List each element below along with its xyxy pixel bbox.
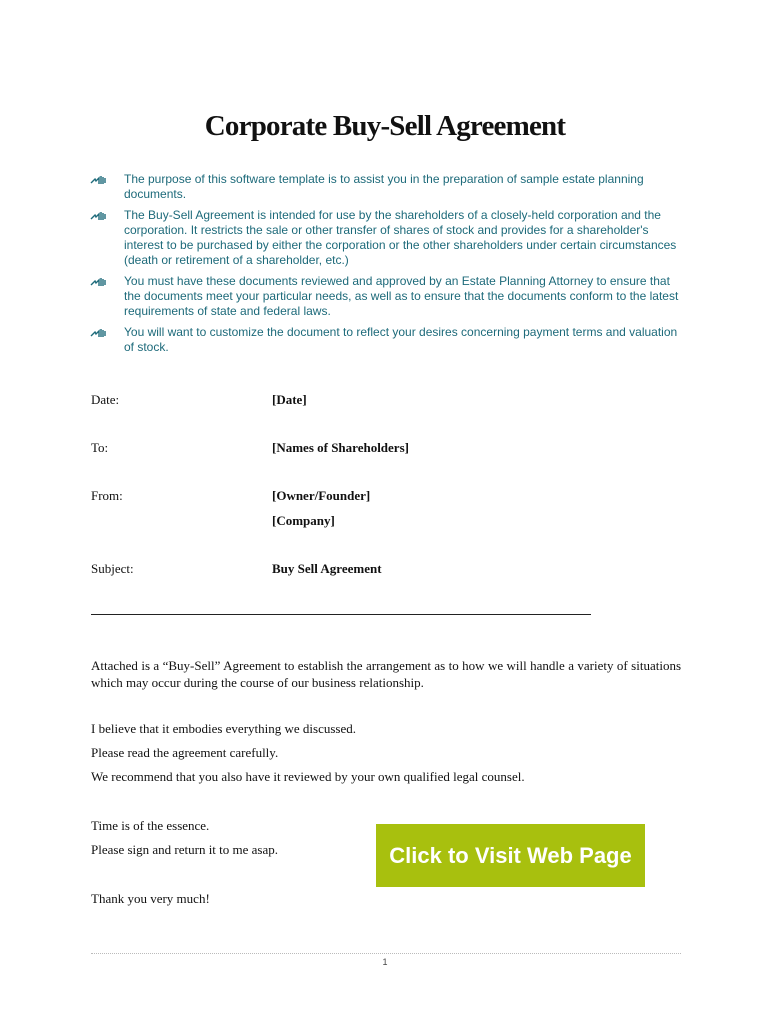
from-company-value: [Company]: [272, 513, 335, 528]
from-owner-value: [Owner/Founder]: [272, 488, 371, 503]
body-line: I believe that it embodies everything we discussed.: [91, 721, 356, 736]
page-number: 1: [382, 957, 388, 967]
list-item: [90, 172, 680, 202]
list-item-text: The Buy-Sell Agreement is intended for use by the shareholders of a closely-held corporation and the corporation. It restricts the sale or other transfer of shares of stock and provides for a shareholder's interest to be purchased by either the corporation or the other shareholders under certain circumstances (death or retirement of a shareholder, etc.): [124, 208, 677, 267]
separator-line: [91, 614, 591, 615]
hand-pointer-icon: [90, 276, 108, 288]
hand-pointer-icon: [90, 327, 108, 339]
instruction-list: [90, 172, 680, 361]
subject-label: Subject:: [91, 561, 134, 576]
list-item-text: You will want to customize the document to reflect your desires concerning payment terms and valuation of stock.: [124, 325, 678, 354]
to-value: [Names of Shareholders]: [272, 440, 409, 455]
body-line: Time is of the essence.: [91, 818, 210, 833]
body-line: We recommend that you also have it reviewed by your own qualified legal counsel.: [91, 769, 525, 784]
document-title: Corporate Buy-Sell Agreement: [204, 110, 566, 142]
list-item-text: The purpose of this software template is to assist you in the preparation of sample estate planning documents.: [124, 172, 644, 201]
from-label: From:: [91, 488, 123, 503]
body-line: Please read the agreement carefully.: [91, 745, 279, 760]
list-item: [90, 274, 680, 319]
list-item: [90, 208, 680, 268]
footer-divider: [91, 953, 681, 954]
date-value: [Date]: [272, 392, 307, 407]
visit-web-page-button[interactable]: Click to Visit Web Page: [376, 824, 645, 887]
list-item: [90, 325, 680, 355]
date-label: Date:: [91, 392, 120, 407]
closing-line: Thank you very much!: [91, 891, 210, 906]
list-item-text: You must have these documents reviewed and approved by an Estate Planning Attorney to ensure that the documents meet your particular needs, as well as to ensure that the documents conform to the latest requirements of state and federal laws.: [124, 274, 679, 318]
hand-pointer-icon: [90, 210, 108, 222]
intro-paragraph: Attached is a “Buy-Sell” Agreement to establish the arrangement as to how we will handle a variety of situations which may occur during the course of our business relationship.: [91, 658, 681, 690]
body-line: Please sign and return it to me asap.: [91, 842, 279, 857]
hand-pointer-icon: [90, 174, 108, 186]
to-label: To:: [91, 440, 109, 455]
subject-value: Buy Sell Agreement: [272, 561, 382, 576]
